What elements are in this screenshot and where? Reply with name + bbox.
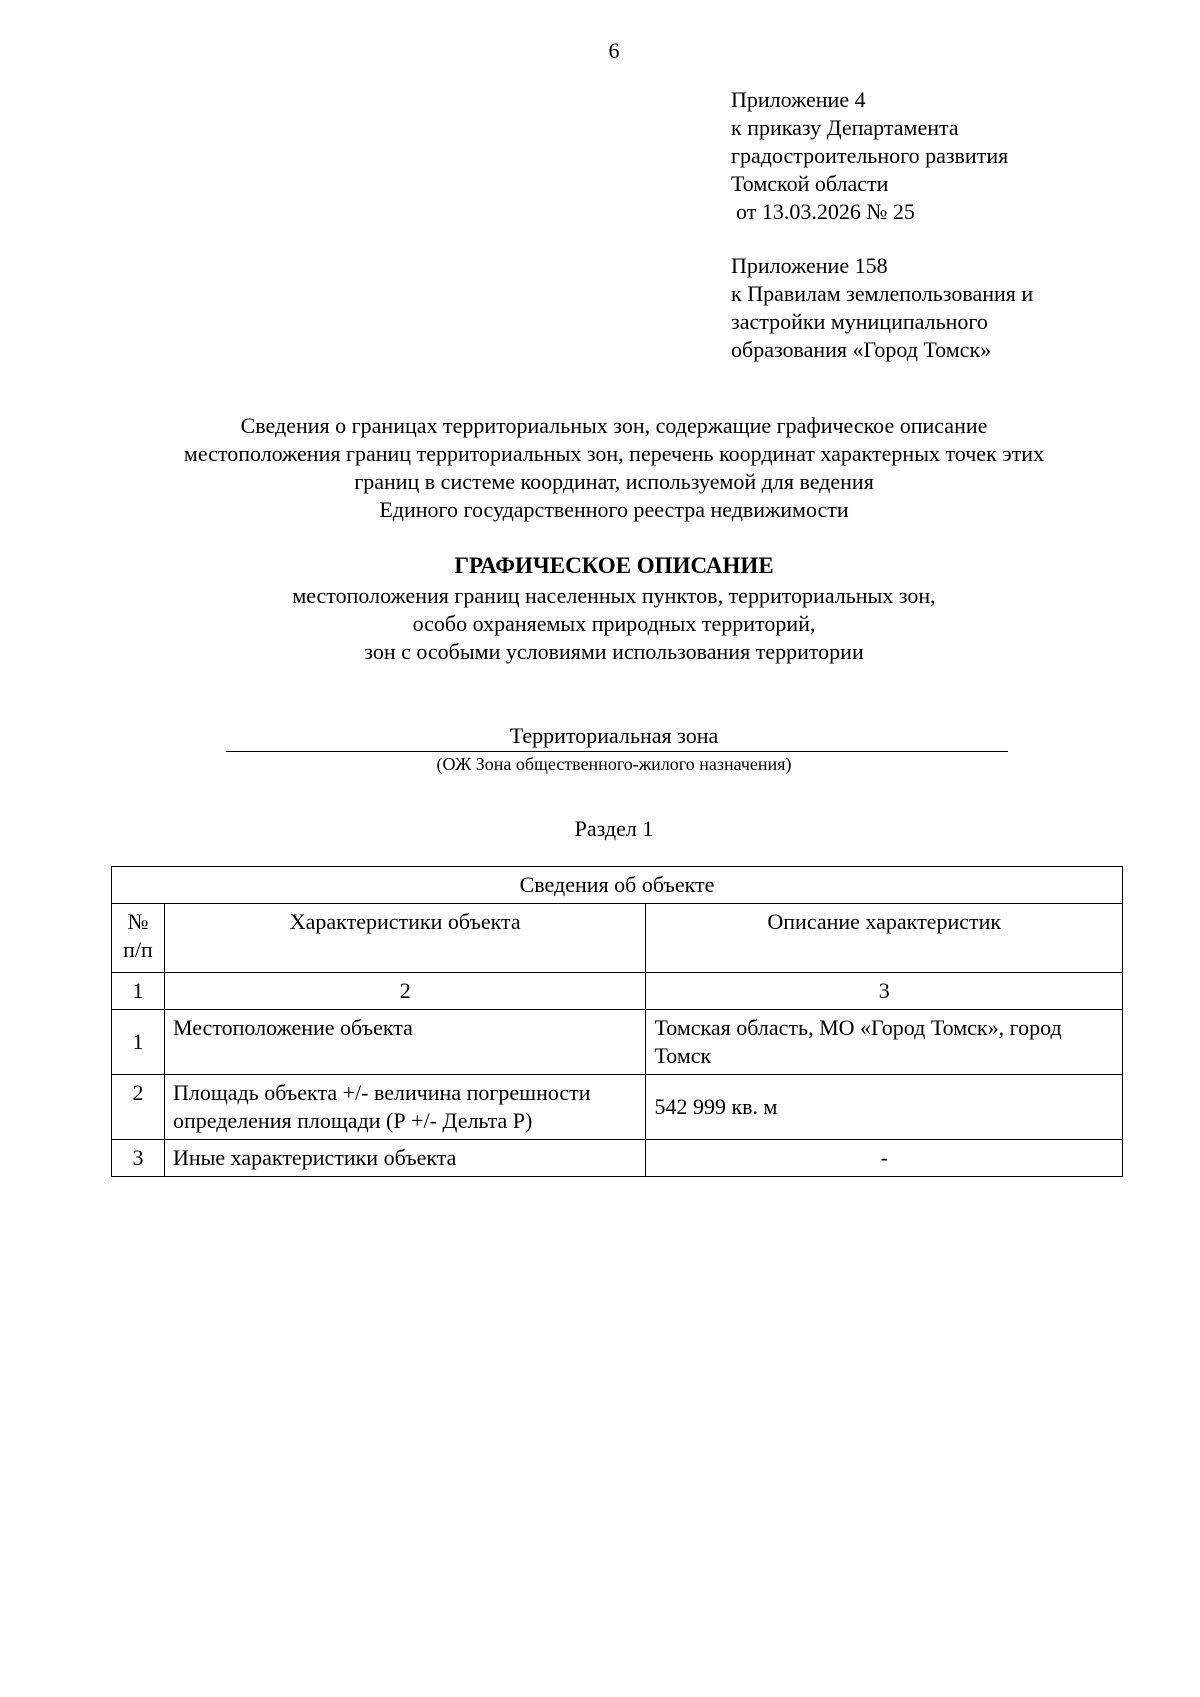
column-number: 2 (164, 973, 646, 1010)
graphic-description-text (0, 582, 1200, 666)
appendix-order-line: к приказу Департамента (731, 115, 959, 140)
appendix-order-line: Томской области (731, 171, 889, 196)
object-info-table (111, 866, 1123, 1177)
row-num: 2 (112, 1075, 165, 1140)
table-caption: Сведения об объекте (112, 867, 1123, 904)
appendix-rules-line: застройки муниципального (731, 309, 988, 334)
table-caption-row (112, 867, 1123, 904)
table-row (112, 1010, 1123, 1075)
column-number: 3 (646, 973, 1123, 1010)
appendix-rules-block (731, 252, 1033, 364)
graphic-description-title: ГРАФИЧЕСКОЕ ОПИСАНИЕ (454, 553, 774, 578)
page-number: 6 (608, 38, 620, 63)
row-num: 1 (112, 1010, 165, 1075)
appendix-order-line: градостроительного развития (731, 143, 1009, 168)
row-description: Томская область, МО «Город Томск», город Томск (646, 1010, 1123, 1075)
intro-line: границ в системе координат, используемой для ведения (354, 469, 874, 494)
appendix-order-block (731, 86, 1008, 226)
header-characteristic: Характеристики объекта (164, 904, 646, 973)
appendix-order-date: от 13.03.2026 № 25 (736, 199, 915, 224)
row-description: 542 999 кв. м (646, 1075, 1123, 1140)
row-num: 3 (112, 1140, 165, 1177)
header-num: № п/п (112, 904, 165, 973)
row-description: - (646, 1140, 1123, 1177)
column-number-row (112, 973, 1123, 1010)
zone-label: Территориальная зона (509, 723, 719, 748)
zone-underline (226, 751, 1008, 752)
graphic-description-line: зон с особыми условиями использования территории (364, 639, 864, 664)
intro-line: Единого государственного реестра недвижимости (379, 497, 849, 522)
column-number: 1 (112, 973, 165, 1010)
table-row (112, 1140, 1123, 1177)
header-description: Описание характеристик (646, 904, 1123, 973)
intro-line: Сведения о границах территориальных зон, содержащие графическое описание (240, 413, 988, 438)
appendix-rules-line: образования «Город Томск» (731, 337, 992, 362)
graphic-description-line: особо охраняемых природных территорий, (412, 611, 816, 636)
row-characteristic: Площадь объекта +/- величина погрешности определения площади (Р +/- Дельта Р) (164, 1075, 646, 1140)
appendix-rules-line: к Правилам землепользования и (731, 281, 1034, 306)
intro-text (0, 412, 1200, 524)
graphic-description-line: местоположения границ населенных пунктов, территориальных зон, (292, 583, 936, 608)
appendix-rules-line: Приложение 158 (731, 253, 888, 278)
row-characteristic: Местоположение объекта (164, 1010, 646, 1075)
row-characteristic: Иные характеристики объекта (164, 1140, 646, 1177)
zone-note: (ОЖ Зона общественного-жилого назначения) (436, 754, 792, 774)
intro-line: местоположения границ территориальных зон, перечень координат характерных точек этих (183, 441, 1045, 466)
section-title: Раздел 1 (574, 816, 654, 841)
table-header-row (112, 904, 1123, 973)
table-row (112, 1075, 1123, 1140)
appendix-order-line: Приложение 4 (731, 87, 866, 112)
